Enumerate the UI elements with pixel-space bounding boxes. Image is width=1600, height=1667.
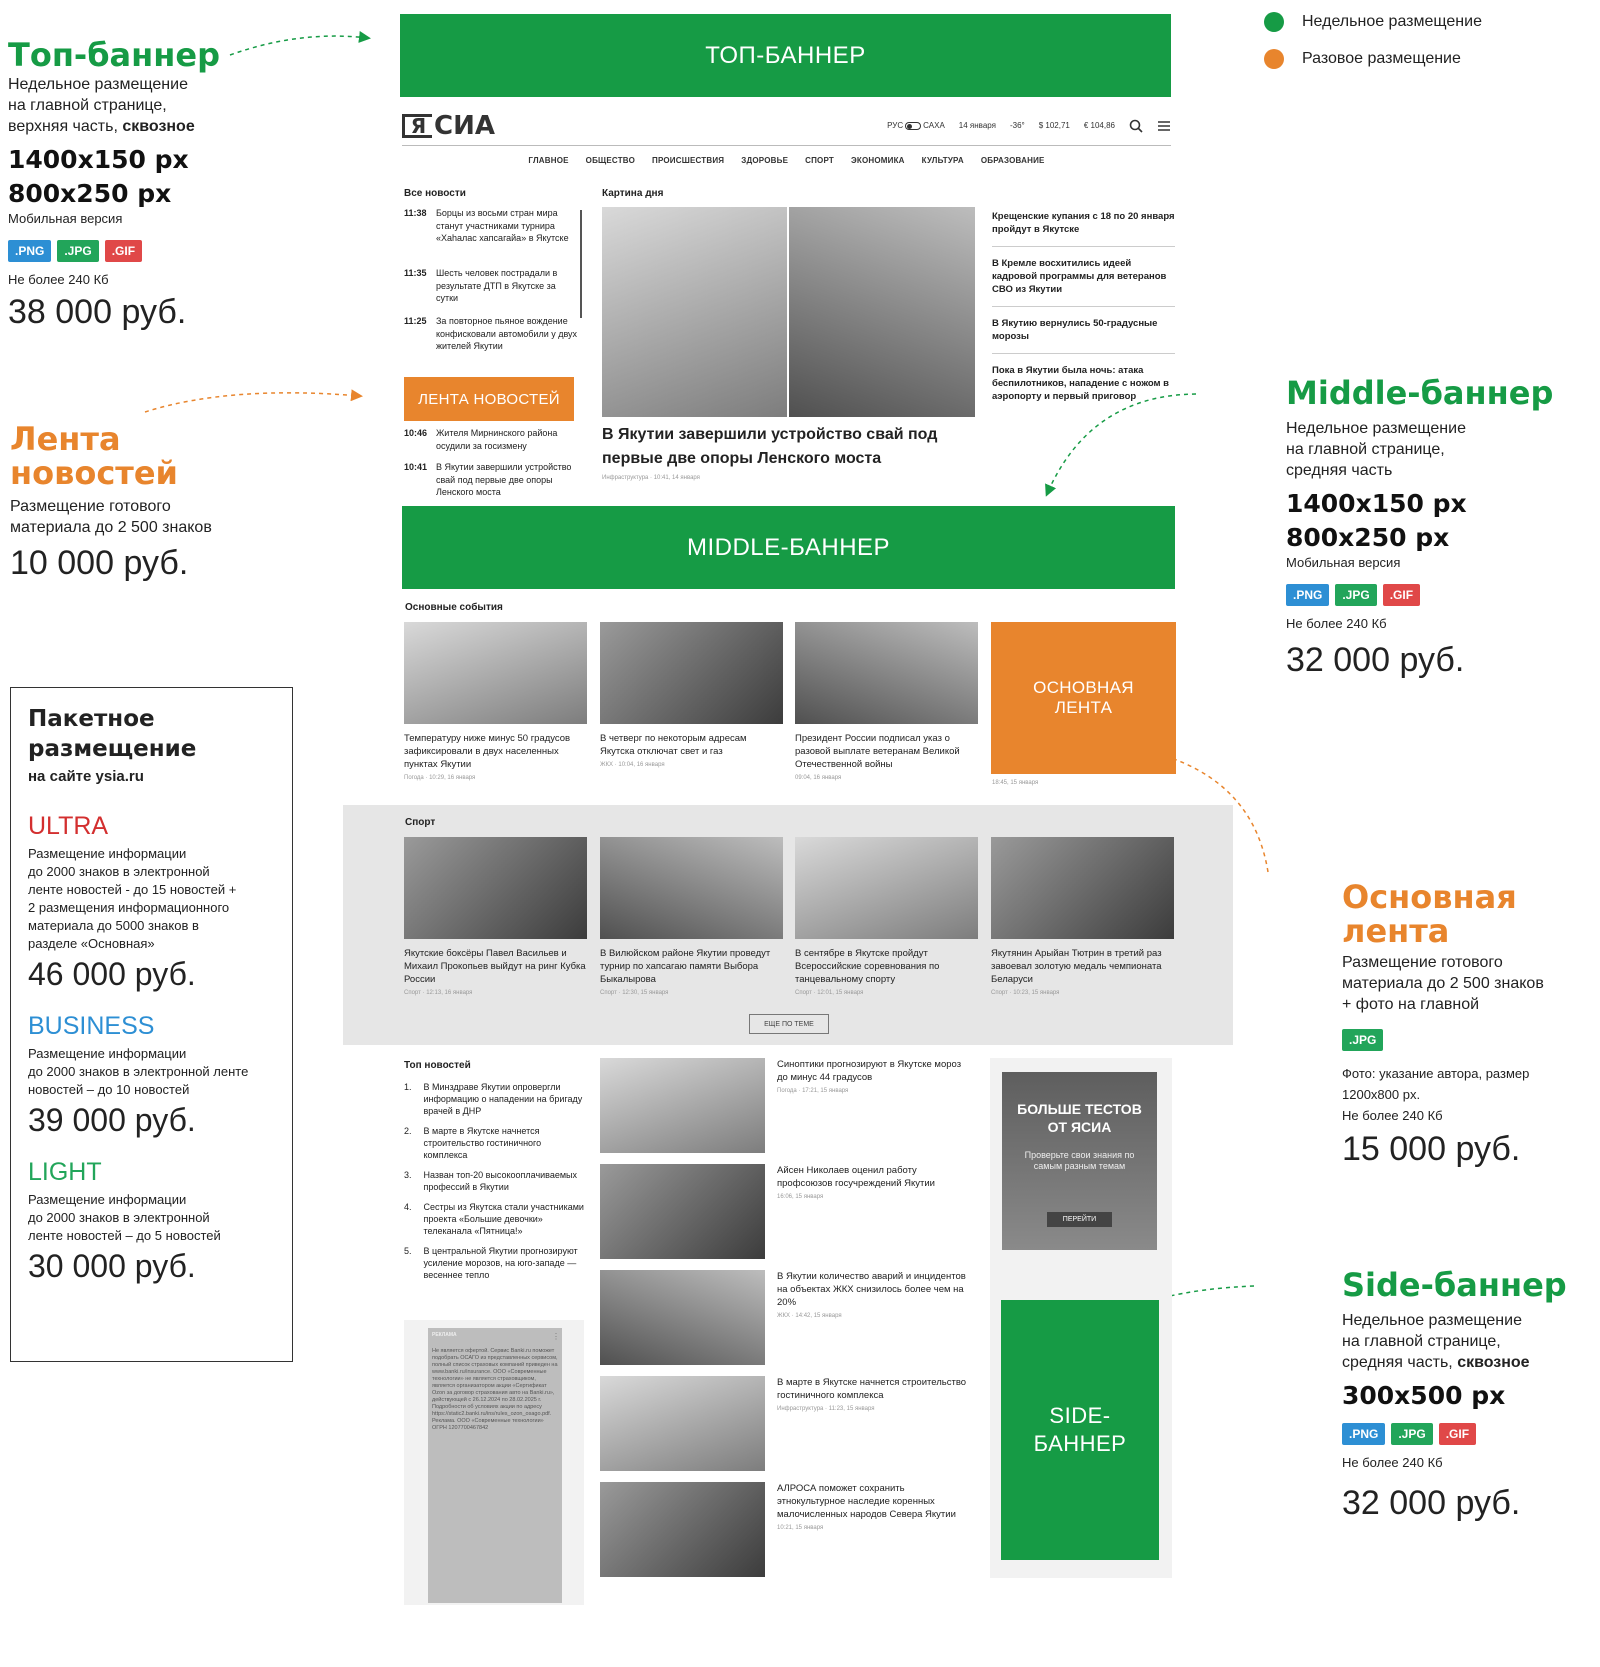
site-header — [402, 106, 1171, 146]
format-badge: .JPG — [1342, 1029, 1383, 1051]
mid-news-item[interactable]: В Якутии количество аварий и инцидентов на объектах ЖКХ снизилось более чем на 20% ЖКХ · 14:42, 15 января — [600, 1270, 970, 1376]
nav-item[interactable]: ОБЩЕСТВО — [585, 156, 635, 165]
mid-news-photo — [600, 1270, 765, 1365]
right-news-item[interactable]: Пока в Якутии была ночь: атака беспилотников, нападение с ножом в аэропорту и первый приговор — [992, 365, 1170, 402]
nav-item[interactable]: СПОРТ — [805, 156, 834, 165]
sport-card[interactable]: В Вилюйском районе Якутии проведут турнир по хапсагаю памяти Выбора Быкалырова Спорт · 12:30, 15 января — [600, 837, 783, 996]
top-news-item[interactable]: 5. В центральной Якутии прогнозируют усиление морозов, на юго-западе — весеннее тепло — [404, 1246, 578, 1280]
side-banner-formats — [1342, 1423, 1600, 1445]
header-date: 14 января — [958, 121, 996, 130]
advertisement-block[interactable]: РЕКЛАМА Не является офертой. Сервис Banki.ru поможет подобрать ОСАГО из представленных сервисом, полный список страховых компаний приведен на www.banki.ru/insurance. ООО «Современные технологии» не является страховщиком, является организатором акции «Сертификат Ozon за договор страхования авто на Banki.ru», действующей с 26.12.2024 по 28.02.2025 г. Подробности об условиях акции по адресу https://static2.banki.ru/ins/rules_ozon_osago.pdf. Реклама. ООО «Современные технологии» ОГРН 1207700467842 ⋮ — [404, 1320, 584, 1605]
feed-item[interactable]: 11:25 За повторное пьяное вождение конфисковали автомобили у двух жителей Якутии — [404, 316, 578, 351]
nav-item[interactable]: КУЛЬТУРА — [921, 156, 964, 165]
legend-once: Разовое размещение — [1264, 49, 1482, 69]
package-box: Пакетное размещение на сайте ysia.ru ULTRA Размещение информации до 2000 знаков в электронной ленте новостей - до 15 новостей + 2 размещения информационного материала до 5000 знаков в разделе «Основная» 46 000 руб. BUSINESS Размещение информации до 2000 знаков в электронной ленте новостей – до 10 новостей 39 000 руб. LIGHT Размещение информации до 2000 знаков в электронной ленте новостей – до 5 новостей 30 000 руб. — [10, 687, 293, 1362]
sport-section: Спорт Якутские боксёры Павел Васильев и Михаил Прокопьев выйдут на ринг Кубка России Спорт · 12:13, 16 января В Вилюйском районе Якутии проведут турнир по хапсагаю памяти Выбора Быкалырова Спорт · 12:30, 15 января В сентябре в Якутске пройдут Всероссийские соревнования по танцевальному спорту Спорт · 12:01, 15 января Якутянин Арыйан Тютрин в третий раз завоевал золотую медаль чемпионата Беларуси Спорт · 10:23, 15 января ЕЩЕ ПО ТЕМЕ — [343, 805, 1233, 1045]
right-news-column — [992, 210, 1175, 423]
sport-card[interactable]: В сентябре в Якутске пройдут Всероссийские соревнования по танцевальному спорту Спорт · 12:01, 15 января — [795, 837, 978, 996]
header-usd: $ 102,71 — [1038, 121, 1070, 130]
nav-item[interactable]: ОБРАЗОВАНИЕ — [980, 156, 1045, 165]
right-news-item[interactable]: Крещенские купания с 18 по 20 января пройдут в Якутске — [992, 210, 1175, 247]
right-news-item[interactable]: В Кремле восхитились идеей кадровой программы для ветеранов СВО из Якутии — [992, 257, 1175, 307]
header-meta — [887, 119, 1171, 133]
event-card[interactable]: Температуру ниже минус 50 градусов зафиксировали в двух населенных пунктах Якутии Погода · 10:29, 16 января — [404, 622, 587, 781]
feed-item[interactable]: 10:41 В Якутии завершили устройство свай под первые две опоры Ленского моста — [404, 462, 572, 497]
tests-go-button[interactable]: ПЕРЕЙТИ — [1047, 1212, 1112, 1227]
mid-news-item[interactable]: Синоптики прогнозируют в Якутске мороз до минус 44 градусов Погода · 17:21, 15 января — [600, 1058, 970, 1164]
top-banner-formats — [8, 240, 328, 262]
package-tier-ultra: ULTRA Размещение информации до 2000 знаков в электронной ленте новостей - до 15 новостей + 2 размещения информационного материала до 5000 знаков в разделе «Основная» 46 000 руб. — [28, 812, 237, 992]
package-tier-light: LIGHT Размещение информации до 2000 знаков в электронной ленте новостей – до 5 новостей 30 000 руб. — [28, 1158, 221, 1284]
right-news-item[interactable]: В Якутию вернулись 50-градусные морозы — [992, 317, 1175, 354]
format-badge: .PNG — [8, 240, 51, 262]
top-news-item[interactable]: 3. Назван топ-20 высокооплачиваемых профессий в Якутии — [404, 1170, 578, 1192]
main-nav — [402, 156, 1171, 165]
sport-card[interactable]: Якутянин Арыйан Тютрин в третий раз завоевал золотую медаль чемпионата Беларуси Спорт · 10:23, 15 января — [991, 837, 1174, 996]
top-banner-price: 38 000 руб. — [8, 293, 187, 331]
tests-promo[interactable]: БОЛЬШЕ ТЕСТОВ ОТ ЯСИА Проверьте свои знания по самым разным темам ПЕРЕЙТИ — [1002, 1072, 1157, 1250]
main-feed-ad-slot[interactable]: ОСНОВНАЯ ЛЕНТА — [991, 622, 1176, 774]
feed-item[interactable]: 11:35 Шесть человек пострадали в результате ДТП в Якутске за сутки — [404, 268, 558, 303]
toggle-icon — [905, 122, 921, 130]
nav-item[interactable]: ПРОИСШЕСТВИЯ — [652, 156, 725, 165]
feed-item[interactable]: 11:38 Борцы из восьми стран мира станут участниками турнира «Хаһалас хапсагайа» в Якутске — [404, 208, 569, 243]
header-eur: € 104,86 — [1083, 121, 1115, 130]
all-news-column: Все новости 11:38 Борцы из восьми стран мира станут участниками турнира «Хаһалас хапсагайа» в Якутске 11:35 Шесть человек пострадали в результате ДТП в Якутске за сутки 11:25 За повторное пьяное вождение конфисковали автомобили у двух жителей Якутии ЛЕНТА НОВОСТЕЙ 10:46 Жителя Мирнинского района осудили за госизмену 10:41 В Якутии завершили устройство свай под первые две опоры Ленского моста — [404, 188, 579, 490]
side-banner-slot[interactable]: SIDE- БАННЕР — [1001, 1300, 1159, 1560]
picture-photo[interactable] — [789, 207, 975, 417]
middle-banner-price: 32 000 руб. — [1286, 641, 1465, 679]
top-banner-size-desktop: 1400x150 px — [8, 145, 189, 174]
menu-icon[interactable] — [1157, 119, 1171, 133]
top-news-item[interactable]: 4. Сестры из Якутска стали участниками проекта «Большие девочки» телеканала «Пятница!» — [404, 1202, 584, 1236]
format-badge: .JPG — [1391, 1423, 1432, 1445]
sport-photo — [991, 837, 1174, 939]
mid-news-item[interactable]: В марте в Якутске начнется строительство гостиничного комплекса Инфраструктура · 11:23, 15 января — [600, 1376, 970, 1482]
mid-news-photo — [600, 1482, 765, 1577]
package-tier-business: BUSINESS Размещение информации до 2000 знаков в электронной ленте новостей – до 10 новостей 39 000 руб. — [28, 1012, 249, 1138]
middle-banner-info: Middle-баннер Недельное размещение на главной странице, средняя часть 1400x150 px 800x250 px Мобильная версия .PNG .JPG .GIF Не более 240 Кб 32 000 руб. — [1286, 376, 1596, 680]
sport-photo — [600, 837, 783, 939]
event-photo — [600, 622, 783, 724]
side-banner-price: 32 000 руб. — [1342, 1484, 1521, 1522]
sport-card[interactable]: Якутские боксёры Павел Васильев и Михаил Прокопьев выйдут на ринг Кубка России Спорт · 12:13, 16 января — [404, 837, 587, 996]
mid-news-item[interactable]: АЛРОСА поможет сохранить этнокультурное наследие коренных малочисленных народов Севера Якутии 10:21, 15 января — [600, 1482, 970, 1588]
nav-item[interactable]: ЭКОНОМИКА — [850, 156, 905, 165]
top-news-item[interactable]: 2. В марте в Якутске начнется строительство гостиничного комплекса — [404, 1126, 542, 1160]
event-card[interactable]: В четверг по некоторым адресам Якутска отключат свет и газ ЖКХ · 10:04, 16 января — [600, 622, 783, 768]
top-news-column: Топ новостей 1. В Минздраве Якутии опровергли информацию о нападении на бригаду врачей в ДНР 2. В марте в Якутске начнется строительство гостиничного комплекса 3. Назван топ-20 высокооплачиваемых профессий в Якутии 4. Сестры из Якутска стали участниками проекта «Большие девочки» телеканала «Пятница!» 5. В центральной Якутии прогнозируют усиление морозов, на юго-западе — весеннее тепло — [404, 1060, 584, 1280]
mid-news-item[interactable]: Айсен Николаев оценил работу профсоюзов госучреждений Якутии 16:06, 15 января — [600, 1164, 970, 1270]
more-sport-button[interactable]: ЕЩЕ ПО ТЕМЕ — [749, 1014, 829, 1034]
format-badge: .GIF — [1439, 1423, 1476, 1445]
top-banner-slot[interactable]: ТОП-БАННЕР — [400, 14, 1171, 97]
event-photo — [404, 622, 587, 724]
search-icon[interactable] — [1129, 119, 1143, 133]
legend-weekly: Недельное размещение — [1264, 12, 1482, 32]
top-news-item[interactable]: 1. В Минздраве Якутии опровергли информацию о нападении на бригаду врачей в ДНР — [404, 1082, 583, 1116]
picture-of-day: Картина дня В Якутии завершили устройство свай под первые две опоры Ленского моста Инфраструктура · 10:41, 14 января — [602, 188, 975, 481]
middle-banner-formats — [1286, 584, 1596, 606]
news-feed-ad-slot[interactable]: ЛЕНТА НОВОСТЕЙ — [404, 377, 574, 421]
site-logo[interactable]: Я СИА — [402, 111, 495, 141]
picture-headline[interactable]: В Якутии завершили устройство свай под первые две опоры Ленского моста — [602, 426, 938, 467]
top-banner-heading: Топ-баннер — [8, 36, 220, 74]
mid-news-list — [600, 1058, 970, 1588]
arrow-news-feed — [145, 393, 360, 412]
mid-news-photo — [600, 1058, 765, 1153]
top-banner-info: Топ-баннер Недельное размещение на главной странице, верхняя часть, сквозное 1400x150 px 800x250 px Мобильная версия .PNG .JPG .GIF Не более 240 Кб 38 000 руб. — [8, 38, 328, 332]
mid-news-photo — [600, 1376, 765, 1471]
main-feed-price: 15 000 руб. — [1342, 1130, 1521, 1168]
top-banner-size-mobile: 800x250 px — [8, 179, 172, 208]
mid-news-photo — [600, 1164, 765, 1259]
main-feed-formats — [1342, 1029, 1600, 1051]
format-badge: .PNG — [1342, 1423, 1385, 1445]
middle-banner-slot[interactable]: MIDDLE-БАННЕР — [402, 506, 1175, 589]
language-switch[interactable]: РУС САХА — [887, 121, 945, 130]
more-options-icon[interactable]: ⋮ — [552, 1332, 560, 1341]
nav-item[interactable]: ЗДОРОВЬЕ — [741, 156, 789, 165]
feed-scrollbar[interactable] — [580, 210, 582, 318]
nav-item[interactable]: ГЛАВНОЕ — [528, 156, 569, 165]
format-badge: .GIF — [1383, 584, 1420, 606]
side-banner-info: Side-баннер Недельное размещение на главной странице, средняя часть, сквозное 300x500 px .PNG .JPG .GIF Не более 240 Кб 32 000 руб. — [1342, 1268, 1600, 1523]
news-feed-price: 10 000 руб. — [10, 544, 189, 582]
picture-photo[interactable] — [602, 207, 787, 417]
format-badge: .JPG — [57, 240, 98, 262]
side-column — [990, 1058, 1172, 1578]
format-badge: .JPG — [1335, 584, 1376, 606]
feed-item[interactable]: 10:46 Жителя Мирнинского района осудили за госизмену — [404, 428, 558, 451]
main-feed-info: Основная лента Размещение готового материала до 2 500 знаков + фото на главной .JPG Фото: указание автора, размер 1200x800 px. Не более 240 Кб 15 000 руб. — [1342, 880, 1600, 1169]
sport-photo — [795, 837, 978, 939]
sport-photo — [404, 837, 587, 939]
event-photo — [795, 622, 978, 724]
news-feed-info: Лента новостей Размещение готового материала до 2 500 знаков 10 000 руб. — [10, 422, 330, 583]
header-temperature: -36° — [1009, 121, 1025, 130]
event-card[interactable]: Президент России подписал указ о разовой выплате ветеранам Великой Отечественной войны 09:04, 16 января — [795, 622, 978, 781]
format-badge: .PNG — [1286, 584, 1329, 606]
format-badge: .GIF — [105, 240, 142, 262]
